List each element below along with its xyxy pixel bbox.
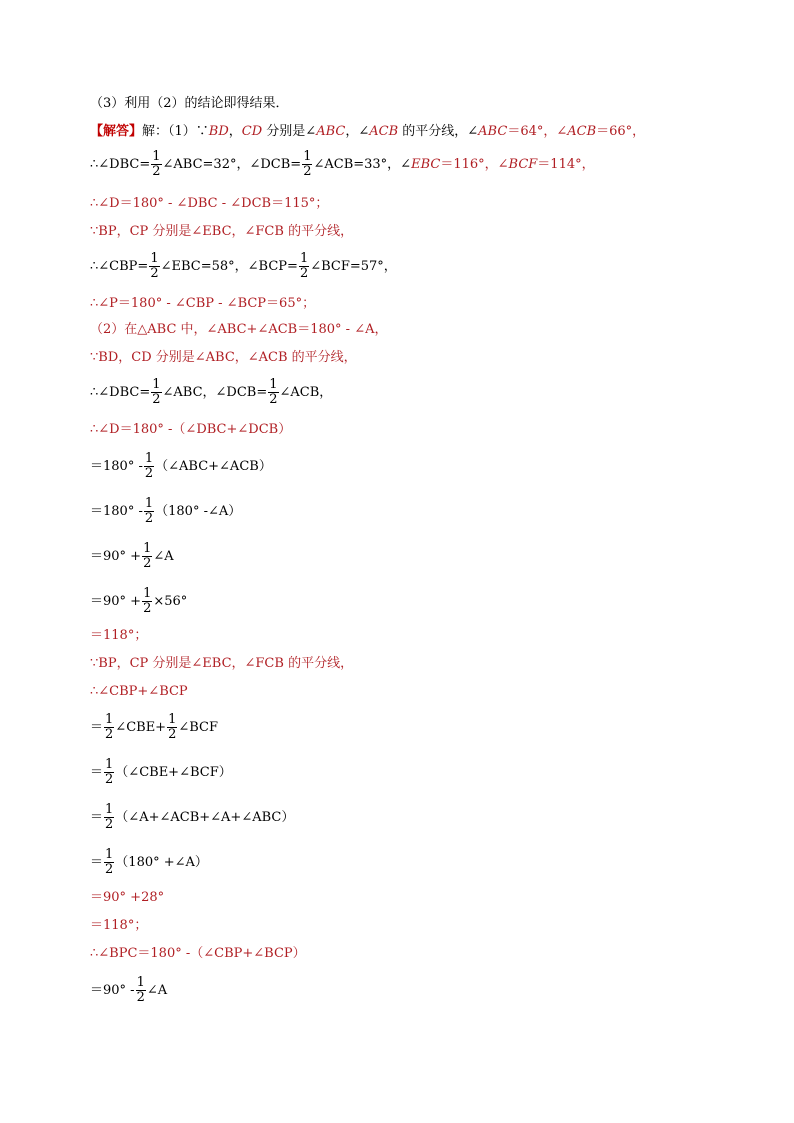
fraction-half: $\frac{1}{2}$	[144, 451, 154, 481]
equation-line: ∴∠D＝180° -（∠DBC+∠DCB）	[90, 422, 292, 437]
fraction-half: $\frac{1}{2}$	[105, 757, 114, 787]
equation-line: ＝90° + $\frac{1}{2}$ ∠A	[90, 541, 174, 571]
equation-line: ∴∠D＝180° - ∠DBC - ∠DCB＝115°；	[90, 196, 329, 211]
fraction-half: $\frac{1}{2}$	[269, 377, 278, 407]
equation-line: ∴∠DBC= $\frac{1}{2}$ ∠ABC=32°，∠DCB= $\frac{1}{2}$ ∠ACB=33°，∠EBC＝116°，∠BCF＝114°，	[90, 149, 595, 179]
equation-line: ∵BP，CP 分别是∠EBC，∠FCB 的平分线，	[90, 656, 354, 671]
equation-line: ∴∠DBC= $\frac{1}{2}$ ∠ABC，∠DCB= $\frac{1}{2}$ ∠ACB，	[90, 377, 333, 407]
equation-line: ＝ $\frac{1}{2}$ （∠A+∠ACB+∠A+∠ABC）	[90, 802, 295, 832]
fraction-half: $\frac{1}{2}$	[143, 541, 152, 571]
equation-line: ＝90° +28°	[90, 890, 165, 905]
equation-line: ∴∠CBP= $\frac{1}{2}$ ∠EBC=58°，∠BCP= $\frac{1}{2}$ ∠BCF=57°，	[90, 251, 397, 281]
fraction-half: $\frac{1}{2}$	[136, 975, 145, 1005]
equation-line: ＝118°；	[90, 918, 148, 933]
fraction-half: $\frac{1}{2}$	[143, 586, 152, 616]
equation-line: ＝90° + $\frac{1}{2}$ ×56°	[90, 586, 188, 616]
equation-line: ∴∠CBP+∠BCP	[90, 684, 188, 699]
equation-line: ＝ $\frac{1}{2}$ （∠CBE+∠BCF）	[90, 757, 232, 787]
equation-line: ＝90° - $\frac{1}{2}$ ∠A	[90, 975, 168, 1005]
fraction-half: $\frac{1}{2}$	[105, 802, 114, 832]
fraction-half: $\frac{1}{2}$	[144, 496, 154, 526]
equation-line: ∴∠BPC＝180° -（∠CBP+∠BCP）	[90, 946, 306, 961]
equation-line: ＝180° - $\frac{1}{2}$ （∠ABC+∠ACB）	[90, 451, 272, 481]
equation-line: ＝ $\frac{1}{2}$ ∠CBE+ $\frac{1}{2}$ ∠BCF	[90, 712, 219, 742]
fraction-half: $\frac{1}{2}$	[168, 712, 177, 742]
answer-heading-line: 【解答】解：（1）∵BD，CD 分别是∠ABC，∠ACB 的平分线，∠ABC＝64°，∠ACB＝66°，	[90, 124, 646, 139]
fraction-half: $\frac{1}{2}$	[105, 712, 114, 742]
fraction-half: $\frac{1}{2}$	[152, 149, 161, 179]
equation-line: ∵BP，CP 分别是∠EBC，∠FCB 的平分线，	[90, 224, 354, 239]
equation-line: ∴∠P＝180° - ∠CBP - ∠BCP＝65°；	[90, 296, 316, 311]
fraction-half: $\frac{1}{2}$	[152, 377, 161, 407]
equation-line: ＝118°；	[90, 628, 148, 643]
fraction-half: $\frac{1}{2}$	[303, 149, 312, 179]
fraction-half: $\frac{1}{2}$	[299, 251, 309, 281]
equation-line: ＝180° - $\frac{1}{2}$ （180° -∠A）	[90, 496, 242, 526]
answer-tag: 【解答】	[90, 124, 143, 139]
equation-line: ∵BD，CD 分别是∠ABC，∠ACB 的平分线，	[90, 350, 357, 365]
fraction-half: $\frac{1}{2}$	[105, 847, 114, 877]
step-3-hint: （3）利用（2）的结论即得结果．	[90, 96, 289, 111]
equation-line: ＝ $\frac{1}{2}$ （180° +∠A）	[90, 847, 208, 877]
fraction-half: $\frac{1}{2}$	[150, 251, 159, 281]
step-2-line: （2）在△ABC 中，∠ABC+∠ACB＝180° - ∠A，	[90, 322, 388, 337]
